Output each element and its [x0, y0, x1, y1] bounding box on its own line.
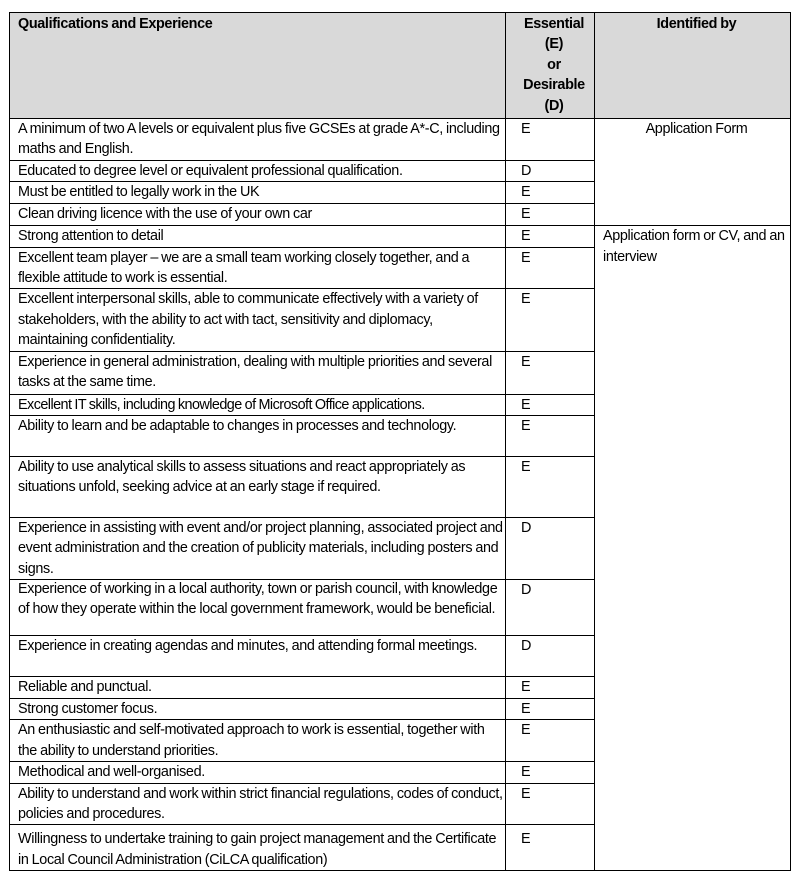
criterion-cell: A minimum of two A levels or equivalent plus five GCSEs at grade A*-C, including maths and English.	[10, 119, 506, 161]
requirement-cell	[506, 783, 595, 825]
criterion-cell: Experience in assisting with event and/or project planning, associated project and event administration and the creation of publicity materials, including posters and signs.	[10, 518, 506, 580]
header-essential-line: (D)	[544, 97, 564, 114]
requirement-cell	[506, 226, 595, 247]
requirement-cell	[506, 636, 595, 677]
requirement-value: E	[521, 396, 531, 413]
requirement-cell	[506, 351, 595, 394]
requirement-value: E	[521, 353, 531, 370]
criterion-cell: Must be entitled to legally work in the UK	[10, 182, 506, 204]
requirement-value: E	[521, 228, 531, 245]
person-specification-page	[9, 12, 791, 871]
requirement-value: E	[521, 700, 531, 717]
requirement-cell	[506, 518, 595, 580]
criterion-cell: Excellent team player – we are a small team working closely together, and a flexible attitude to work is essential.	[10, 247, 506, 289]
identified-by-cell: Application Form	[595, 119, 791, 226]
requirement-value: E	[521, 121, 531, 137]
criterion-cell: Willingness to undertake training to gain project management and the Certificate in Local Council Administration (CiLCA qualification)	[10, 825, 506, 871]
requirement-value: E	[521, 249, 531, 266]
criterion-cell: Experience in general administration, dealing with multiple priorities and several tasks at the same time.	[10, 351, 506, 394]
header-essential-line: Essential	[523, 16, 585, 32]
requirement-value: E	[521, 679, 531, 696]
criterion-cell: Methodical and well-organised.	[10, 762, 506, 783]
header-essential-line: or	[547, 56, 561, 73]
requirement-cell	[506, 580, 595, 636]
requirement-cell	[506, 394, 595, 415]
requirement-value: D	[521, 162, 532, 179]
criterion-cell: Ability to learn and be adaptable to changes in processes and technology.	[10, 416, 506, 457]
requirement-value: E	[521, 764, 531, 781]
criterion-cell: Ability to use analytical skills to assess situations and react appropriately as situations unfold, seeking advice at an early stage if required.	[10, 457, 506, 518]
table-row	[10, 226, 791, 247]
requirement-cell	[506, 762, 595, 783]
criterion-cell: An enthusiastic and self-motivated approach to work is essential, together with the ability to understand priorities.	[10, 720, 506, 762]
requirement-value: D	[521, 520, 532, 537]
criterion-cell: Educated to degree level or equivalent professional qualification.	[10, 160, 506, 181]
header-qualifications: Qualifications and Experience	[10, 13, 506, 119]
requirement-cell	[506, 698, 595, 719]
header-identified-by: Identified by	[595, 13, 791, 119]
requirement-cell	[506, 720, 595, 762]
requirement-value: E	[521, 459, 531, 476]
requirement-value: E	[521, 184, 531, 201]
requirement-cell	[506, 119, 595, 161]
criterion-cell: Reliable and punctual.	[10, 677, 506, 698]
requirement-cell	[506, 825, 595, 871]
requirement-value: E	[521, 722, 531, 739]
criterion-cell: Excellent IT skills, including knowledge of Microsoft Office applications.	[10, 394, 506, 415]
header-essential-line: Desirable	[523, 77, 585, 94]
requirement-cell	[506, 204, 595, 226]
requirement-cell	[506, 289, 595, 351]
table-row	[10, 119, 791, 161]
criterion-cell: Excellent interpersonal skills, able to communicate effectively with a variety of stakeholders, with the ability to act with tact, sensitivity and diplomacy, maintaining confidentiality.	[10, 289, 506, 351]
header-essential-line: (E)	[544, 36, 564, 53]
header-essential-desirable	[506, 13, 595, 119]
criterion-cell: Ability to understand and work within strict financial regulations, codes of conduct, policies and procedures.	[10, 783, 506, 825]
criterion-cell: Experience of working in a local authority, town or parish council, with knowledge of how they operate within the local government framework, would be beneficial.	[10, 580, 506, 636]
requirement-cell	[506, 416, 595, 457]
requirement-value: E	[521, 831, 531, 848]
requirement-cell	[506, 677, 595, 698]
criterion-cell: Clean driving licence with the use of your own car	[10, 204, 506, 226]
requirement-cell	[506, 182, 595, 204]
criterion-cell: Strong attention to detail	[10, 226, 506, 247]
requirement-value: E	[521, 785, 531, 802]
requirement-value: E	[521, 206, 531, 223]
requirement-cell	[506, 457, 595, 518]
table-header-row	[10, 13, 791, 119]
qualifications-table	[9, 12, 791, 871]
requirement-value: D	[521, 638, 532, 655]
requirement-value: E	[521, 418, 531, 435]
requirement-cell	[506, 160, 595, 181]
requirement-value: E	[521, 291, 531, 308]
requirement-value: D	[521, 582, 532, 599]
criterion-cell: Strong customer focus.	[10, 698, 506, 719]
requirement-cell	[506, 247, 595, 289]
identified-by-cell: Application form or CV, and an interview	[595, 226, 791, 871]
criterion-cell: Experience in creating agendas and minutes, and attending formal meetings.	[10, 636, 506, 677]
